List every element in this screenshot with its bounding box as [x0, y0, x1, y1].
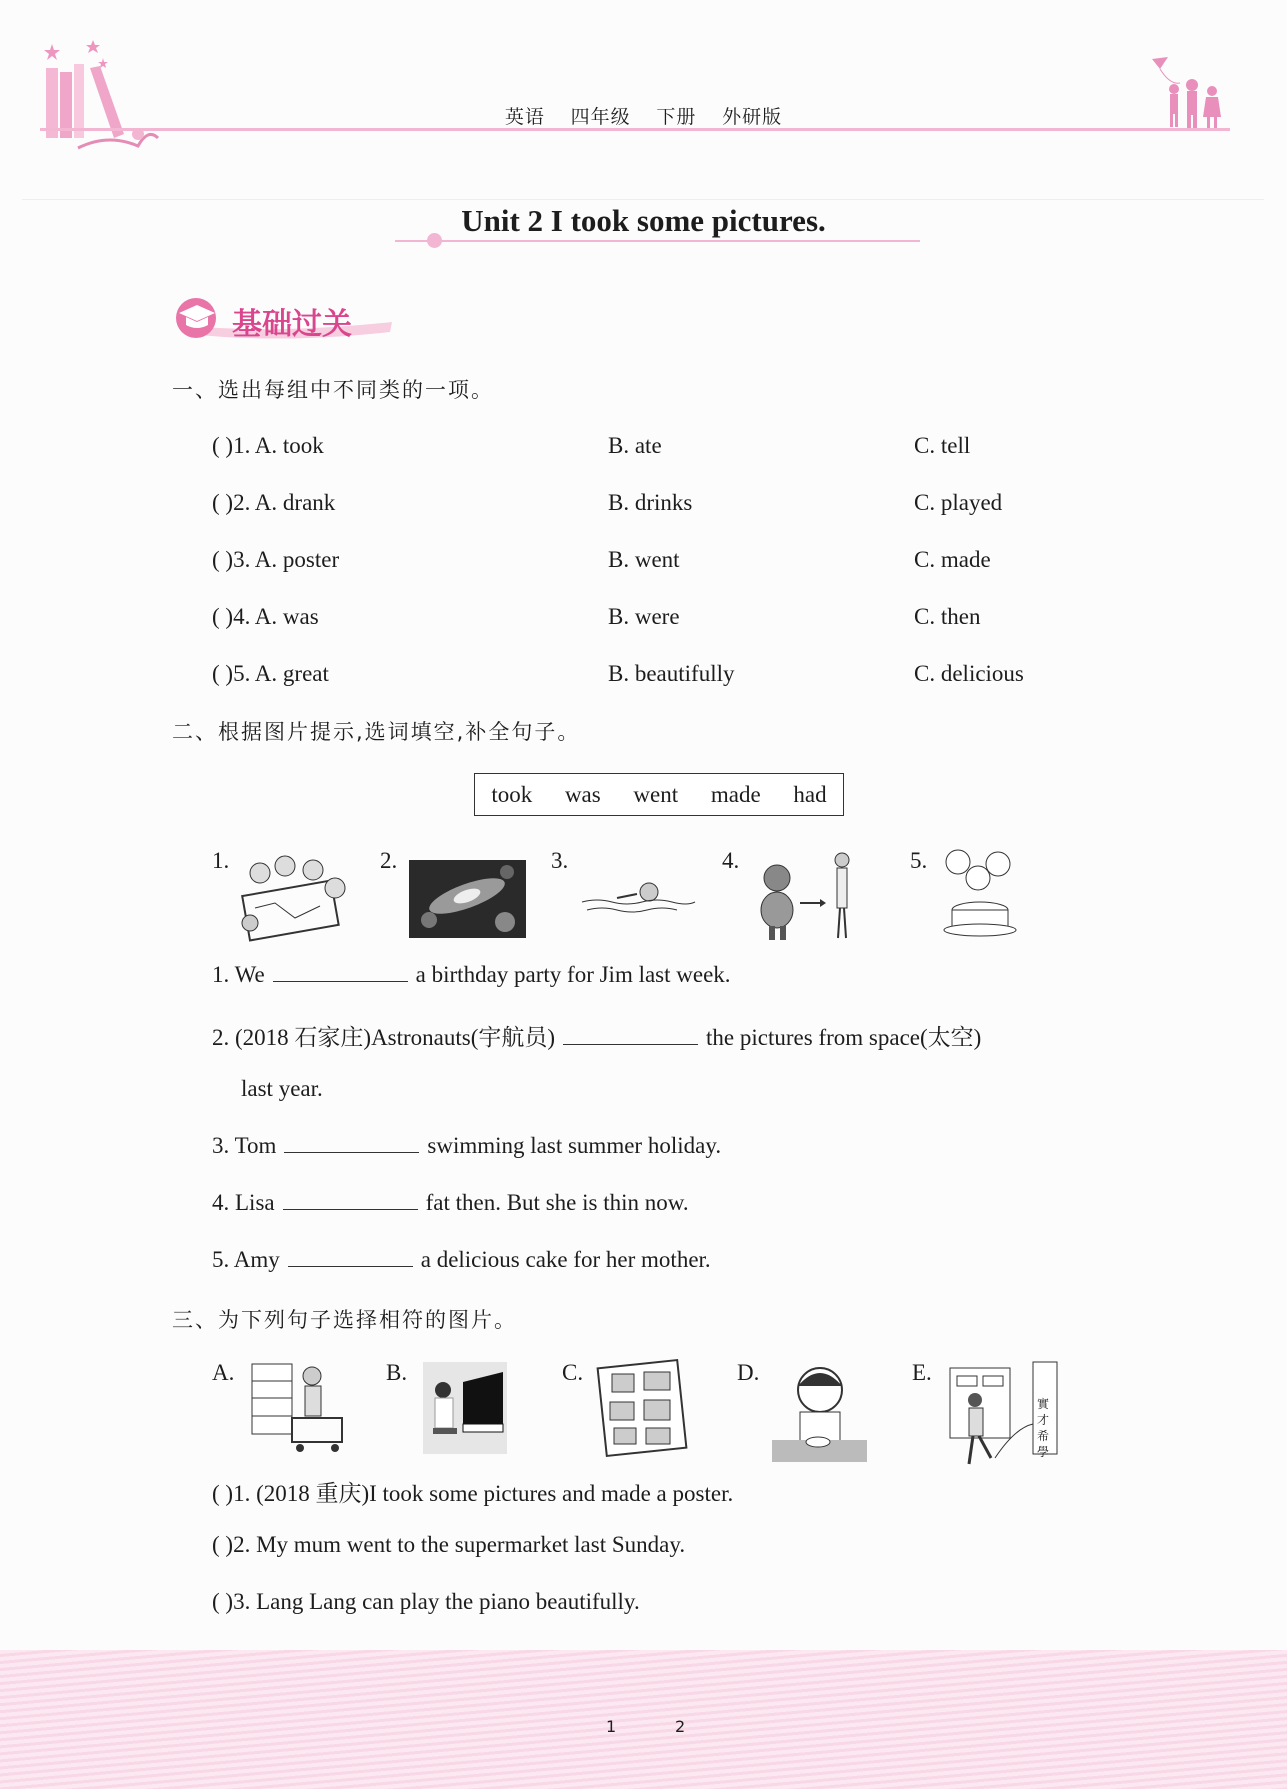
- word-had: had: [793, 781, 827, 807]
- section-label: 基础过关: [232, 307, 352, 342]
- part1-item-5-option-b: B. beautifully: [608, 661, 735, 686]
- part1-item-2-option-b: B. drinks: [608, 490, 693, 515]
- part2-heading: 二、根据图片提示,选词填空,补全句子。: [172, 720, 581, 744]
- word-box: [474, 773, 844, 816]
- sentence-5: [212, 1247, 711, 1273]
- pic-label-2: 2.: [380, 848, 398, 873]
- graduation-cap-icon: [177, 303, 217, 335]
- pic-label-4: 4.: [722, 848, 740, 873]
- sentence-3-end: swimming last summer holiday.: [427, 1133, 722, 1158]
- header-bar: [0, 102, 1287, 129]
- poster-picture: [596, 1358, 688, 1458]
- books-logo-icon: [38, 38, 168, 153]
- pic-label-1: 1.: [212, 848, 230, 873]
- footer-band: [0, 1650, 1287, 1789]
- sentence-1: [212, 962, 731, 988]
- piano-player-picture: [423, 1362, 507, 1454]
- sentence-4-end: fat then. But she is thin now.: [425, 1190, 689, 1215]
- pic-label-b: B.: [386, 1360, 408, 1385]
- part1-item-3-option-c: C. made: [914, 547, 991, 572]
- part1-item-2-option-c: C. played: [914, 490, 1003, 515]
- part1-item-2-option-a: ( )2. A. drank: [212, 490, 336, 515]
- word-made: made: [710, 781, 761, 807]
- sentence-4: [212, 1190, 689, 1216]
- cake-picture: [940, 848, 1020, 943]
- word-was: was: [564, 781, 601, 807]
- pic-label-5: 5.: [910, 848, 928, 873]
- pic-label-d: D.: [737, 1360, 760, 1385]
- word-took: took: [491, 781, 533, 807]
- part1-item-4-option-a: ( )4. A. was: [212, 604, 319, 629]
- part1-item-1-option-c: C. tell: [914, 433, 971, 458]
- header-edition: 外研版: [722, 107, 783, 128]
- part1-item-3-option-b: B. went: [608, 547, 680, 572]
- fat-to-thin-picture: [752, 848, 862, 943]
- header-subject: 英语: [504, 107, 545, 128]
- title-dot: [427, 233, 442, 248]
- boy-eating-picture: [772, 1362, 867, 1462]
- part1-item-4-option-c: C. then: [914, 604, 981, 629]
- pic-label-c: C.: [562, 1360, 584, 1385]
- part1-item-3-option-a: ( )3. A. poster: [212, 547, 340, 572]
- page-number-left: 1: [606, 1717, 617, 1736]
- unit-title: Unit 2 I took some pictures.: [461, 203, 826, 238]
- header-separator: [22, 199, 1264, 200]
- swimming-picture: [577, 880, 697, 920]
- sentence-1-start: 1. We: [212, 962, 265, 987]
- sentence-3-start: 3. Tom: [212, 1133, 277, 1158]
- blank-3[interactable]: [284, 1151, 419, 1153]
- sentence-5-start: 5. Amy: [212, 1247, 280, 1272]
- blank-1[interactable]: [273, 980, 408, 982]
- pic-label-a: A.: [212, 1360, 235, 1385]
- blank-2[interactable]: [563, 1043, 698, 1045]
- blank-4[interactable]: [283, 1208, 418, 1210]
- header-grade: 四年级: [570, 107, 631, 128]
- part3-q3: ( )3. Lang Lang can play the piano beautifully.: [212, 1589, 640, 1614]
- children-kite-icon: [1150, 55, 1230, 130]
- space-galaxy-picture: [409, 860, 526, 938]
- part1-item-5-option-a: ( )5. A. great: [212, 661, 329, 686]
- sentence-2-start: 2. (2018 石家庄)Astronauts(宇航员): [212, 1025, 556, 1050]
- part1-item-1-option-b: B. ate: [608, 433, 662, 458]
- word-went: went: [633, 781, 679, 807]
- sentence-1-end: a birthday party for Jim last week.: [415, 962, 731, 987]
- sentence-5-end: a delicious cake for her mother.: [420, 1247, 711, 1272]
- sentence-2: [212, 1019, 981, 1052]
- sentence-3: [212, 1133, 721, 1159]
- sentence-4-start: 4. Lisa: [212, 1190, 275, 1215]
- pic-label-3: 3.: [551, 848, 569, 873]
- pic-label-e: E.: [912, 1360, 932, 1385]
- sentence-2-end: the pictures from space(太空): [706, 1025, 982, 1050]
- part1-item-1-option-a: ( )1. A. took: [212, 433, 324, 458]
- blank-5[interactable]: [288, 1265, 413, 1267]
- supermarket-picture: [250, 1356, 360, 1454]
- birthday-party-picture: [235, 848, 355, 948]
- part3-q2: ( )2. My mum went to the supermarket last Sunday.: [212, 1532, 686, 1557]
- header-volume: 下册: [656, 107, 697, 128]
- part1-item-4-option-b: B. were: [608, 604, 680, 629]
- sentence-2-cont: last year.: [241, 1076, 323, 1101]
- page-number-right: 2: [675, 1717, 686, 1736]
- part3-q1: ( )1. (2018 重庆)I took some pictures and made a poster.: [212, 1481, 734, 1506]
- title-underline: [395, 240, 920, 242]
- part1-heading: 一、选出每组中不同类的一项。: [172, 378, 494, 402]
- school-sign-text: 實才希學: [1037, 1397, 1050, 1459]
- part1-item-5-option-c: C. delicious: [914, 661, 1024, 686]
- part3-heading: 三、为下列句子选择相符的图片。: [172, 1308, 517, 1332]
